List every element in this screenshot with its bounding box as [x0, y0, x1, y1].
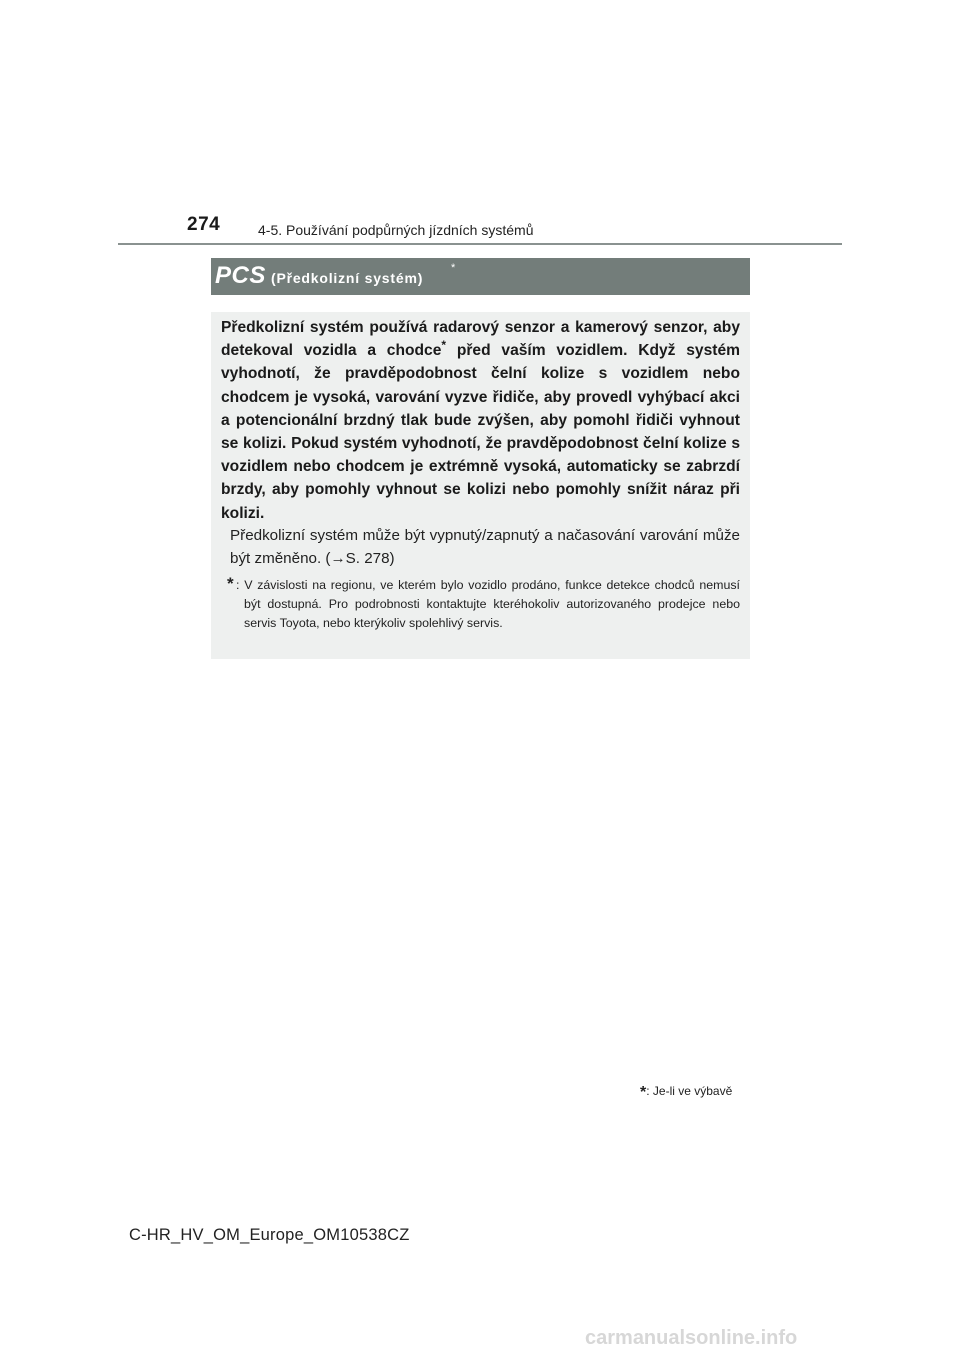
- document-id: C-HR_HV_OM_Europe_OM10538CZ: [129, 1226, 410, 1244]
- watermark: carmanualsonline.info: [585, 1327, 798, 1349]
- footnote-star: *: [227, 574, 234, 593]
- title-main: PCS: [215, 262, 266, 289]
- content-box: [211, 312, 750, 659]
- availability-star: *: [640, 1084, 647, 1101]
- intro-text-2: před vaším vozidlem. Když systém vyhodnotí, že pravděpodobnost čelní kolize s vozidlem nebo chodcem je vysoká, varování vyzve řidiče, aby provedl vyhýbací akci a potencionální brzdný tlak bude zvýšen, aby pomohl řidiči vyhnout se kolizi. Pokud systém vyhodnotí, že pravděpodobnost čelní kolize s vozidlem nebo chodcem je extrémně vysoká, automaticky se zabrzdí brzdy, aby pomohly vyhnout se kolizi nebo pomohly snížit náraz při kolizi.: [221, 342, 740, 522]
- title-bar: [211, 258, 750, 295]
- title-star: *: [451, 262, 456, 274]
- availability-text: : Je-li ve výbavě: [646, 1084, 733, 1098]
- section-label: 4-5. Používání podpůrných jízdních systémů: [258, 222, 534, 238]
- title-sub: (Předkolizní systém): [271, 270, 424, 286]
- footnote: [227, 576, 740, 633]
- intro-text-1: Předkolizní systém používá radarový senzor a kamerový senzor, aby detekoval vozidla a chodce: [221, 319, 740, 360]
- page-number: 274: [187, 214, 221, 235]
- intro-paragraph: [221, 316, 740, 525]
- note-paragraph: Předkolizní systém může být vypnutý/zapnutý a načasování varování může být změněno. (→S. 278): [230, 527, 740, 567]
- intro-star: *: [441, 338, 447, 353]
- footnote-text: : V závislosti na regionu, ve kterém bylo vozidlo prodáno, funkce detekce chodců nemusí být dostupná. Pro podrobnosti kontaktujte kteréhokoliv autorizovaného prodejce nebo servis Toyota, nebo kterýkoliv spolehlivý servis.: [236, 578, 740, 630]
- header-rule: [118, 243, 842, 245]
- availability-note: [640, 1084, 732, 1102]
